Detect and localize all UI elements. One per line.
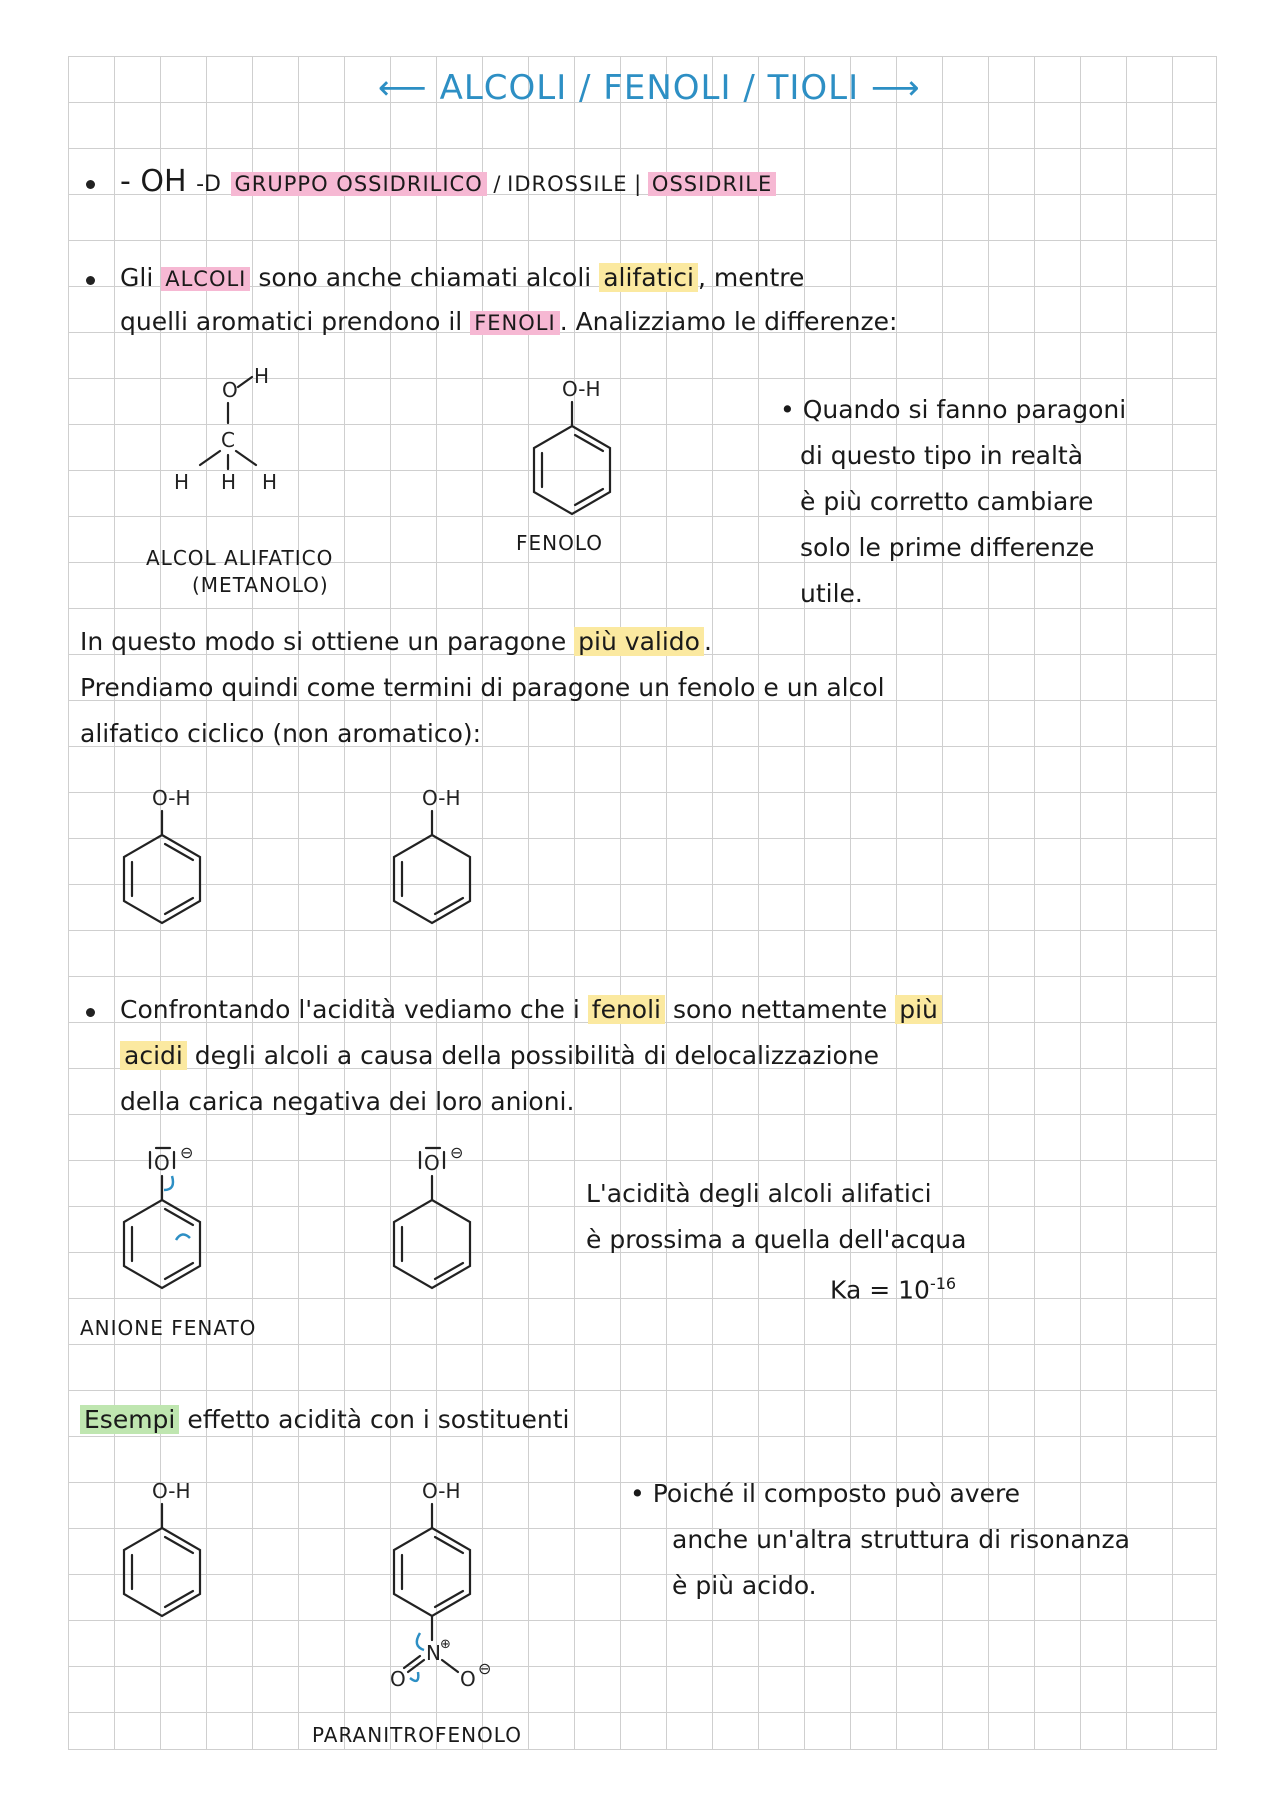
atom-h: H: [262, 470, 278, 494]
atom-o: O: [390, 1667, 406, 1691]
arrow-symbol: -D: [196, 172, 221, 197]
oh-definition: - OH -D GRUPPO OSSIDRILICO / IDROSSILE | OSSIDRILE: [120, 166, 776, 201]
hydroxyl-group: O-H: [152, 1479, 191, 1503]
atom-n: N: [426, 1641, 441, 1665]
term-fenoli: FENOLI: [470, 311, 559, 335]
para3-line2: [120, 1040, 879, 1072]
double-bond: [404, 1656, 420, 1668]
para1-line1: [120, 262, 804, 295]
hydroxyl-group: O-H: [152, 786, 191, 810]
text-span: sono anche chiamati alcoli: [258, 263, 592, 292]
text-span: sono nettamente: [672, 995, 888, 1024]
para2-line2: Prendiamo quindi come termini di paragone un fenolo e un alcol: [80, 673, 885, 702]
text-span: . Analizziamo le differenze:: [559, 307, 898, 336]
atom-o: O: [154, 1151, 170, 1175]
double-bond: [165, 1263, 193, 1279]
term-acidi: acidi: [120, 1041, 187, 1070]
term-piu: più: [895, 995, 942, 1024]
page-title-text: ALCOLI / FENOLI / TIOLI: [439, 68, 860, 108]
methanol-sublabel: (METANOLO): [192, 573, 329, 597]
note2-line2: è prossima a quella dell'acqua: [586, 1225, 967, 1254]
double-bond: [165, 1591, 193, 1607]
benzene-ring: [534, 426, 610, 514]
phenol-example-structure: [110, 1468, 230, 1648]
page-title: [378, 68, 921, 108]
examples-title: Esempi: [80, 1405, 179, 1434]
text-span: In questo modo si ottiene un paragone: [80, 627, 567, 656]
paranitrophenol-label: PARANITROFENOLO: [312, 1723, 522, 1747]
note1-line: è più corretto cambiare: [800, 487, 1094, 516]
bond: [236, 451, 256, 465]
bond: [408, 1660, 424, 1672]
hydroxyl-group: O-H: [422, 786, 461, 810]
hydroxyl-group: O-H: [422, 1479, 461, 1503]
atom-h: H: [174, 470, 190, 494]
text-span: degli alcoli a causa della possibilità di delocalizzazione: [194, 1041, 880, 1070]
double-bond: [435, 898, 463, 914]
negative-charge: ⊖: [478, 1659, 492, 1678]
note1-line: utile.: [800, 579, 863, 608]
para3-line1: [120, 994, 942, 1026]
term-gruppo-ossidrilico: GRUPPO OSSIDRILICO: [231, 172, 487, 196]
atom-c: C: [221, 428, 235, 452]
phenoxide-anion-structure: [110, 1140, 240, 1320]
text-span: quelli aromatici prendono il: [120, 307, 463, 336]
bullet: [86, 276, 95, 285]
text-span: Confrontando l'acidità vediamo che i: [120, 995, 580, 1024]
resonance-arrow: [164, 1176, 173, 1190]
double-bond: [435, 1537, 463, 1553]
phenol-label: FENOLO: [516, 531, 604, 555]
examples-title-rest: effetto acidità con i sostituenti: [187, 1405, 570, 1434]
term-alifatici: alifatici: [599, 263, 698, 292]
title-arrow-right: ⟶: [859, 68, 921, 108]
double-bond: [165, 844, 193, 860]
ka-value: [830, 1268, 956, 1306]
methanol-structure: [150, 365, 320, 525]
bond: [442, 1660, 458, 1672]
paranitrophenol-structure: [380, 1468, 530, 1728]
note3-line: è più acido.: [672, 1571, 817, 1600]
bond: [200, 451, 220, 465]
resonance-arrow: [176, 1234, 190, 1240]
resonance-arrow: [410, 1672, 418, 1681]
double-bond: [165, 1209, 193, 1225]
para2-line1: In questo modo si ottiene un paragone più valido .: [80, 627, 712, 656]
text-span: Gli: [120, 263, 154, 292]
atom-o: O: [460, 1667, 476, 1691]
hydroxyl-group: O-H: [562, 377, 601, 401]
term-idrossile: IDROSSILE: [507, 172, 628, 196]
ka-exponent: -16: [929, 1274, 957, 1293]
note1-line: • Quando si fanno paragoni: [780, 395, 1127, 424]
note3-line: • Poiché il composto può avere: [630, 1479, 1021, 1508]
ka-text: Ka = 10: [830, 1275, 930, 1305]
bullet: [86, 180, 95, 189]
double-bond: [575, 489, 603, 505]
title-arrow-left: ⟵: [378, 68, 440, 108]
resonance-arrow: [417, 1633, 424, 1650]
atom-o: O: [222, 378, 238, 402]
negative-charge: ⊖: [180, 1143, 194, 1162]
benzene-ring: [394, 1528, 470, 1616]
term-piu-valido: più valido: [574, 627, 704, 656]
oh-formula: - OH: [120, 164, 187, 199]
atom-o: O: [424, 1151, 440, 1175]
term-fenoli-acid: fenoli: [588, 995, 665, 1024]
note3-line: anche un'altra struttura di risonanza: [672, 1525, 1130, 1554]
double-bond: [435, 1591, 463, 1607]
cyclic-ring: [394, 835, 470, 923]
note2-line1: L'acidità degli alcoli alifatici: [586, 1179, 932, 1208]
phenol-structure: [520, 360, 640, 540]
bullet: [86, 1008, 95, 1017]
term-ossidrile: OSSIDRILE: [648, 172, 776, 196]
double-bond: [165, 1537, 193, 1553]
para3-line3: della carica negativa dei loro anioni.: [120, 1087, 575, 1116]
examples-heading: [80, 1404, 570, 1436]
para1-line2: [120, 306, 897, 339]
cyclic-ring: [394, 1200, 470, 1288]
negative-charge: ⊖: [450, 1143, 464, 1162]
text-span: , mentre: [697, 263, 805, 292]
double-bond: [435, 1263, 463, 1279]
positive-charge: ⊕: [440, 1637, 451, 1652]
alkoxide-anion-structure: [380, 1140, 510, 1320]
benzene-ring: [124, 1528, 200, 1616]
atom-h: H: [254, 364, 270, 388]
phenoxide-label: ANIONE FENATO: [80, 1316, 257, 1340]
double-bond: [575, 435, 603, 451]
bond: [238, 377, 252, 387]
note1-line: solo le prime differenze: [800, 533, 1095, 562]
atom-h: H: [221, 470, 237, 494]
benzene-ring: [124, 835, 200, 923]
methanol-label: ALCOL ALIFATICO: [146, 546, 334, 570]
benzene-ring: [124, 1200, 200, 1288]
phenol-comparison-structure: [110, 775, 230, 955]
para2-line3: alifatico ciclico (non aromatico):: [80, 719, 482, 748]
double-bond: [165, 898, 193, 914]
term-alcoli: ALCOLI: [161, 267, 250, 291]
cyclohexadienol-structure: [380, 775, 500, 955]
note1-line: di questo tipo in realtà: [800, 441, 1084, 470]
